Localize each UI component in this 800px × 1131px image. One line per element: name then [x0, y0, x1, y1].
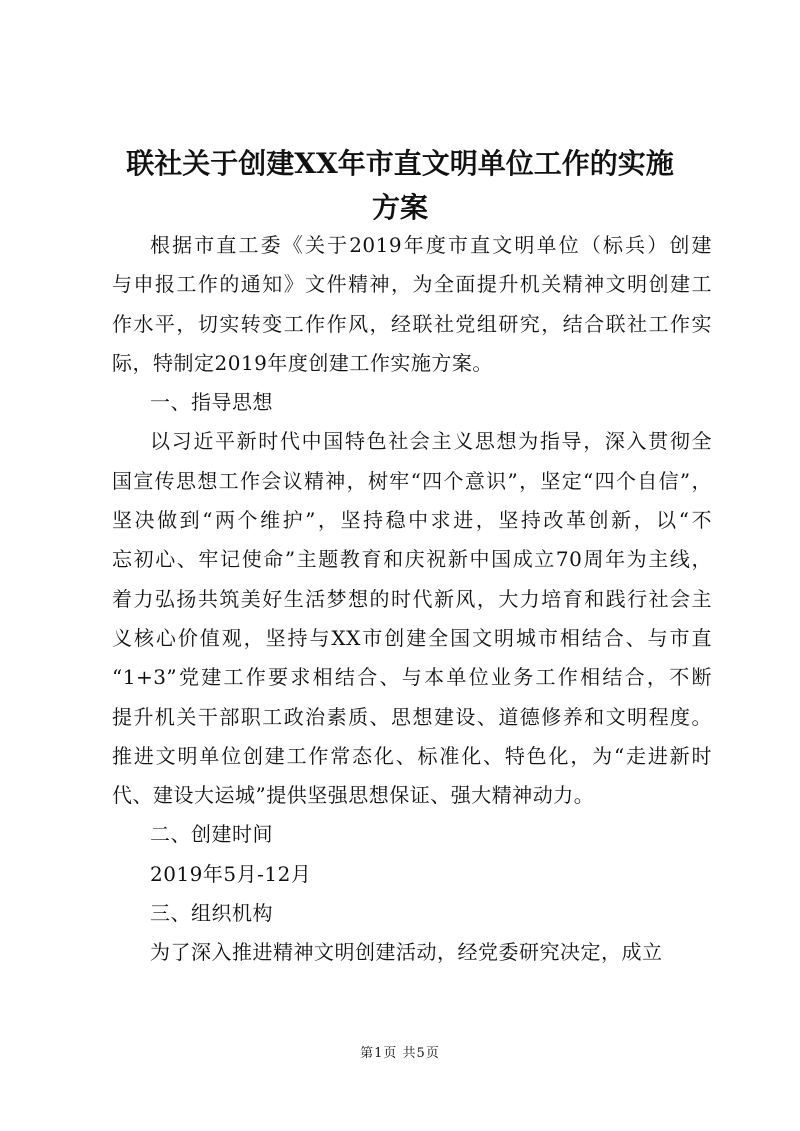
paragraph-intro-line: 根据市直工委《关于2019年度市直文明单位（标兵）创建 [150, 233, 712, 257]
paragraph-guiding-line: “1+3”党建工作要求相结合、与本单位业务工作相结合，不断 [112, 665, 712, 690]
document-title-line-1: 联社关于创建XX年市直文明单位工作的实施 [126, 147, 674, 180]
section-heading-guiding-thought: 一、指导思想 [150, 390, 273, 415]
paragraph-guiding-line: 坚决做到“两个维护”，坚持稳中求进，坚持改革创新，以“不 [112, 508, 712, 533]
document-title-line-2: 方案 [371, 191, 428, 224]
creation-time-value: 2019年5月-12月 [150, 861, 312, 886]
paragraph-guiding-line: 义核心价值观，坚持与XX市创建全国文明城市相结合、与市直 [112, 625, 712, 650]
paragraph-guiding-line: 忘初心、牢记使命”主题教育和庆祝新中国成立70周年为主线， [112, 547, 712, 572]
paragraph-guiding-line: 提升机关干部职工政治素质、思想建设、道德修养和文明程度。 [112, 704, 712, 729]
page-footer: 第1页 共5页 [360, 1046, 440, 1061]
section-heading-creation-time: 二、创建时间 [150, 822, 273, 847]
paragraph-guiding-line: 国宣传思想工作会议精神，树牢“四个意识”，坚定“四个自信”， [112, 468, 712, 493]
paragraph-guiding-line: 以习近平新时代中国特色社会主义思想为指导，深入贯彻全 [150, 429, 712, 454]
document-body [112, 226, 712, 973]
paragraph-guiding-line: 推进文明单位创建工作常态化、标准化、特色化，为“走进新时 [112, 743, 712, 768]
paragraph-guiding-line: 着力弘扬共筑美好生活梦想的时代新风，大力培育和践行社会主 [112, 586, 712, 611]
paragraph-intro-line: 际，特制定2019年度创建工作实施方案。 [112, 350, 493, 375]
paragraph-guiding-line: 代、建设大运城”提供坚强思想保证、强大精神动力。 [112, 783, 595, 808]
paragraph-intro-line: 与申报工作的通知》文件精神，为全面提升机关精神文明创建工 [112, 272, 712, 297]
paragraph-organization-line: 为了深入推进精神文明创建活动，经党委研究决定，成立 [150, 940, 663, 965]
paragraph-intro-line: 作水平，切实转变工作作风，经联社党组研究，结合联社工作实 [112, 311, 712, 336]
section-heading-organization: 三、组织机构 [150, 901, 273, 926]
